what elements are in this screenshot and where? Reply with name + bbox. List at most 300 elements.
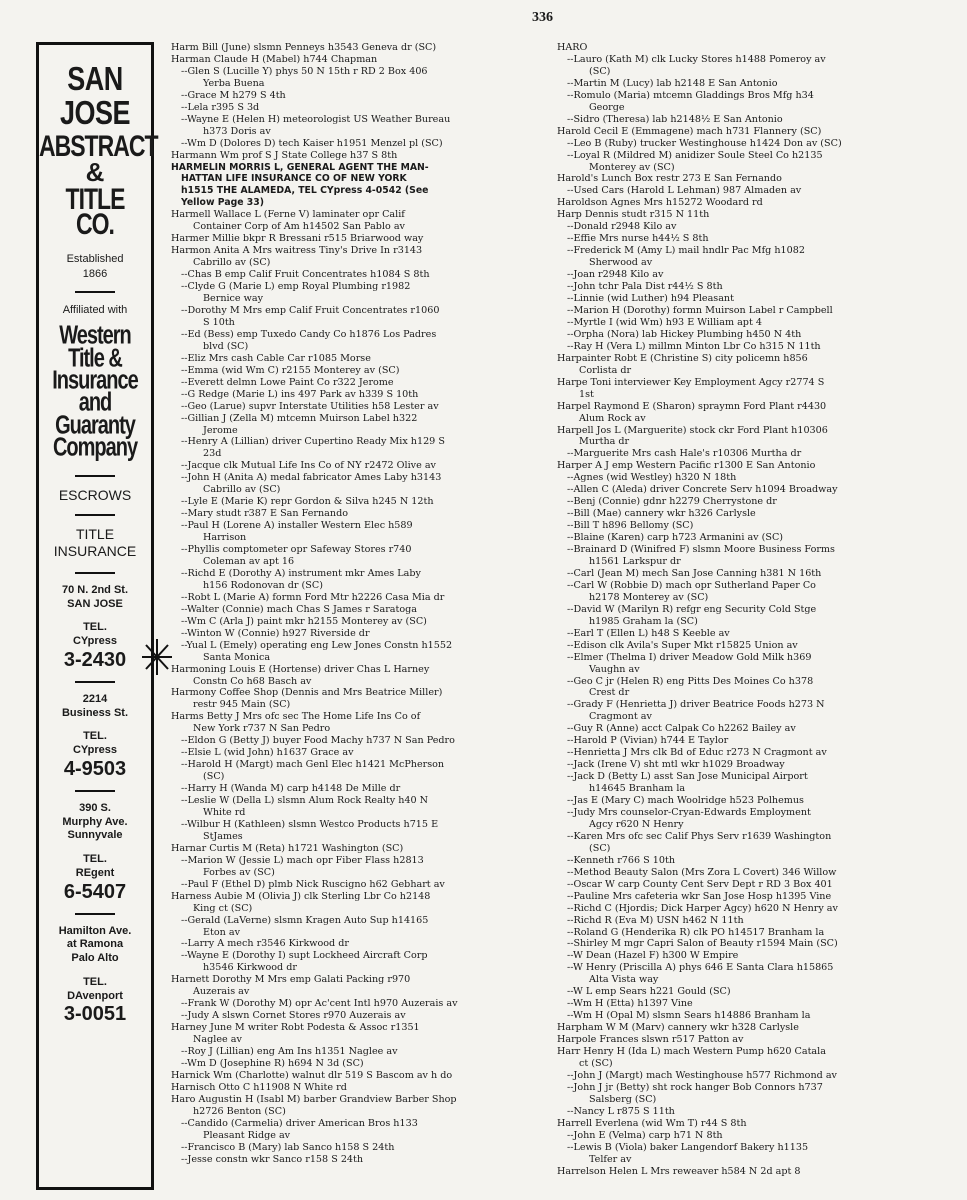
- entry-text: --Jacque clk Mutual Life Ins Co of NY r2472 Olive av: [181, 460, 436, 472]
- directory-entry: [171, 173, 546, 185]
- entry-text: --Edison clk Avila's Super Mkt r15825 Union av: [567, 639, 798, 651]
- entry-continuation: h14645 Branham la: [589, 783, 686, 795]
- ad-title-line: CO.: [76, 207, 114, 242]
- entry-continuation: Eton av: [203, 926, 241, 938]
- entry-text: --Wm H (Opal M) slsmn Sears h14886 Branham la: [567, 1010, 811, 1022]
- entry-text: --Gillian J (Zella M) mtcemn Muirson Label h322: [181, 412, 418, 424]
- entry-continuation: Salsberg (SC): [589, 1093, 657, 1105]
- ad-address: at Ramona: [66, 938, 124, 951]
- directory-entry: [557, 126, 949, 138]
- directory-entry: [557, 986, 949, 998]
- entry-text: --G Redge (Marie L) ins 497 Park av h339 S 10th: [181, 388, 419, 400]
- directory-entry: [557, 377, 949, 401]
- entry-text: Harnick Wm (Charlotte) walnut dlr 519 S Bascom av h do: [171, 1069, 453, 1081]
- ad-affiliate-line: Guaranty: [55, 411, 135, 440]
- directory-entry: [171, 269, 546, 281]
- entry-text: Yellow Page 33): [181, 197, 264, 209]
- entry-text: Harmoning Louis E (Hortense) driver Chas L Harney: [171, 663, 430, 675]
- ad-title-line: ABSTRACT: [39, 128, 158, 163]
- directory-entry: [171, 281, 546, 305]
- ad-tel-number: 4-9503: [63, 757, 127, 780]
- directory-entry: [171, 436, 546, 460]
- directory-entry: [171, 245, 546, 269]
- entry-text: Harness Aubie M (Olivia J) clk Sterling Lbr Co h2148: [171, 890, 431, 902]
- entry-continuation: 1st: [579, 388, 594, 400]
- directory-entry: [171, 413, 546, 437]
- directory-entry: [557, 150, 949, 174]
- directory-entry: [171, 1154, 546, 1166]
- directory-entry: [557, 508, 949, 520]
- directory-entry: [171, 974, 546, 998]
- directory-entry: [557, 640, 949, 652]
- directory-entry: [557, 1118, 949, 1130]
- entry-text: Harpe Toni interviewer Key Employment Agcy r2774 S: [557, 376, 825, 388]
- directory-entry: [171, 460, 546, 472]
- directory-entry: [171, 891, 546, 915]
- directory-entry: [557, 962, 949, 986]
- entry-continuation: Bernice way: [203, 293, 264, 305]
- entry-text: --Lauro (Kath M) clk Lucky Stores h1488 Pomeroy av: [567, 53, 826, 65]
- entry-continuation: Cabrillo av (SC): [203, 484, 281, 496]
- directory-entry: [171, 664, 546, 688]
- ad-tel-number: 3-2430: [63, 648, 127, 671]
- directory-entry: [171, 879, 546, 891]
- entry-continuation: h1561 Larkspur dr: [589, 555, 681, 567]
- divider: [75, 475, 115, 477]
- entry-text: --Richd R (Eva M) USN h462 N 11th: [567, 914, 744, 926]
- directory-entry: [171, 843, 546, 855]
- entry-text: --Emma (wid Wm C) r2155 Monterey av (SC): [181, 364, 400, 376]
- directory-entry: [171, 42, 546, 54]
- ad-tel-label: TEL.: [83, 730, 107, 743]
- directory-entry: [557, 903, 949, 915]
- directory-entry: [557, 1022, 949, 1034]
- directory-entry: [171, 950, 546, 974]
- directory-entry: [557, 114, 949, 126]
- directory-entry: [557, 317, 949, 329]
- directory-entry: [557, 1010, 949, 1022]
- entry-text: --Allen C (Aleda) driver Concrete Serv h1094 Broadway: [567, 484, 838, 496]
- entry-text: --Wm C (Arla J) paint mkr h2155 Monterey av (SC): [181, 615, 427, 627]
- entry-text: --Wilbur H (Kathleen) slsmn Westco Products h715 E: [181, 818, 439, 830]
- entry-text: Harrell Everlena (wid Wm T) r44 S 8th: [557, 1117, 747, 1129]
- directory-entry: [557, 998, 949, 1010]
- directory-entry: [557, 221, 949, 233]
- page-number: 336: [532, 10, 553, 25]
- entry-continuation: h373 Doris av: [203, 125, 271, 137]
- directory-entry: [171, 305, 546, 329]
- entry-continuation: Pleasant Ridge av: [203, 1129, 291, 1141]
- entry-text: --John E (Velma) carp h71 N 8th: [567, 1129, 723, 1141]
- entry-text: --Paul F (Ethel D) plmb Nick Ruscigno h62 Gebhart av: [181, 878, 445, 890]
- ad-tel-label: TEL.: [83, 975, 107, 988]
- ad-title-insurance: INSURANCE: [53, 543, 137, 560]
- directory-entry: [557, 1142, 949, 1166]
- entry-text: HATTAN LIFE INSURANCE CO OF NEW YORK: [181, 173, 407, 185]
- entry-continuation: Cragmont av: [589, 711, 652, 723]
- directory-entry: [171, 1058, 546, 1070]
- star-marker-icon: [140, 637, 174, 677]
- entry-continuation: Auzerais av: [193, 986, 250, 998]
- entry-text: Harper A J emp Western Pacific r1300 E San Antonio: [557, 460, 816, 472]
- ad-affiliated: Affiliated with: [62, 303, 128, 316]
- entry-text: --Used Cars (Harold L Lehman) 987 Almaden av: [567, 185, 802, 197]
- entry-continuation: Forbes av (SC): [203, 866, 275, 878]
- entry-continuation: h2726 Benton (SC): [193, 1105, 286, 1117]
- directory-entry: [557, 484, 949, 496]
- ad-title-line: TITLE: [65, 181, 125, 216]
- entry-text: --Loyal R (Mildred M) anidizer Soule Steel Co h2135: [567, 149, 823, 161]
- directory-entry: [557, 831, 949, 855]
- entry-text: h1515 THE ALAMEDA, TEL CYpress 4-0542 (See: [181, 185, 429, 197]
- entry-continuation: George: [589, 101, 625, 113]
- directory-entry: [557, 1166, 949, 1178]
- entry-text: Harmer Millie bkpr R Bressani r515 Briarwood way: [171, 233, 424, 245]
- entry-continuation: h1985 Graham la (SC): [589, 615, 698, 627]
- ad-tel-exchange: CYpress: [72, 635, 118, 648]
- entry-text: --Jack (Irene V) sht mtl wkr h1029 Broadway: [567, 759, 785, 771]
- ad-tel-label: TEL.: [83, 853, 107, 866]
- directory-entry: [557, 281, 949, 293]
- directory-entry: [557, 138, 949, 150]
- entry-text: --Bill T h896 Bellomy (SC): [567, 520, 694, 532]
- entry-continuation: h2178 Monterey av (SC): [589, 591, 709, 603]
- entry-text: --John J (Margt) mach Westinghouse h577 Richmond av: [567, 1069, 837, 1081]
- entry-text: Harman Claude H (Mabel) h744 Chapman: [171, 53, 378, 65]
- directory-entry: [171, 329, 546, 353]
- directory-entry: [557, 699, 949, 723]
- entry-text: --Roy J (Lillian) eng Am Ins h1351 Naglee av: [181, 1046, 398, 1058]
- entry-continuation: Vaughn av: [589, 663, 640, 675]
- directory-entry: [557, 90, 949, 114]
- directory-entry: [171, 938, 546, 950]
- directory-entry: [171, 783, 546, 795]
- directory-entry: [557, 1130, 949, 1142]
- ad-address: Business St.: [61, 706, 129, 719]
- entry-continuation: Alta Vista way: [589, 974, 659, 986]
- directory-entry: [171, 353, 546, 365]
- directory-entry: [171, 197, 546, 209]
- entry-text: Harnar Curtis M (Reta) h1721 Washington (SC): [171, 842, 404, 854]
- directory-entry: [557, 173, 949, 185]
- entry-text: --John tchr Pala Dist r44½ S 8th: [567, 281, 723, 293]
- directory-entry: [171, 389, 546, 401]
- entry-text: --Grady F (Henrietta J) driver Beatrice Foods h273 N: [567, 699, 825, 711]
- ad-address: SAN JOSE: [67, 597, 123, 610]
- entry-text: Harpham W M (Marv) cannery wkr h328 Carlysle: [557, 1022, 799, 1034]
- entry-text: --Ray H (Vera L) millmn Minton Lbr Co h315 N 11th: [567, 340, 821, 352]
- ad-escrows: ESCROWS: [58, 487, 132, 504]
- directory-entry: [171, 915, 546, 939]
- directory-entry: [171, 54, 546, 66]
- directory-entry: [557, 329, 949, 341]
- entry-text: Harpel Raymond E (Sharon) spraymn Ford Plant r4430: [557, 400, 827, 412]
- entry-text: Harms Betty J Mrs ofc sec The Home Life Ins Co of: [171, 711, 421, 723]
- ad-tel-label: TEL.: [83, 621, 107, 634]
- entry-text: --Paul H (Lorene A) installer Western Elec h589: [181, 520, 413, 532]
- entry-text: --Henrietta J Mrs clk Bd of Educ r273 N Cragmont av: [567, 747, 827, 759]
- entry-text: --Winton W (Connie) h927 Riverside dr: [181, 627, 370, 639]
- ad-tel-exchange: REgent: [75, 866, 115, 879]
- entry-text: --W L emp Sears h221 Gould (SC): [567, 986, 731, 998]
- directory-entry: [171, 508, 546, 520]
- directory-entry: [171, 90, 546, 102]
- entry-text: --Judy A slswn Cornet Stores r970 Auzerais av: [181, 1010, 406, 1022]
- directory-entry: [557, 233, 949, 245]
- entry-continuation: Yerba Buena: [203, 77, 265, 89]
- directory-entry: [557, 735, 949, 747]
- directory-entry: [171, 233, 546, 245]
- directory-entry: [557, 460, 949, 472]
- directory-entry: [171, 1142, 546, 1154]
- directory-entry: [171, 1010, 546, 1022]
- entry-text: --Mary studt r387 E San Fernando: [181, 508, 348, 520]
- directory-entry: [557, 54, 949, 78]
- entry-text: --Blaine (Karen) carp h723 Armanini av (SC): [567, 532, 784, 544]
- directory-entry: [557, 807, 949, 831]
- entry-text: HARO: [557, 42, 588, 53]
- entry-continuation: 23d: [203, 448, 222, 460]
- directory-entry: [557, 185, 949, 197]
- entry-text: --W Henry (Priscilla A) phys 646 E Santa Clara h15865: [567, 962, 834, 974]
- directory-entry: [171, 1118, 546, 1142]
- ad-address: 390 S.: [79, 801, 111, 814]
- entry-continuation: (SC): [589, 842, 611, 854]
- directory-entry: [557, 1034, 949, 1046]
- directory-entry: [557, 496, 949, 508]
- entry-text: --Phyllis comptometer opr Safeway Stores r740: [181, 544, 412, 556]
- directory-entry: [557, 747, 949, 759]
- entry-text: Haroldson Agnes Mrs h15272 Woodard rd: [557, 197, 763, 209]
- directory-entry: [557, 759, 949, 771]
- directory-entry: [171, 1094, 546, 1118]
- entry-text: --David W (Marilyn R) refgr eng Security Cold Stge: [567, 603, 817, 615]
- entry-text: --Yual L (Emely) operating eng Lew Jones Constn h1552: [181, 639, 453, 651]
- directory-entry: [171, 544, 546, 568]
- entry-text: --Harry H (Wanda M) carp h4148 De Mille dr: [181, 783, 401, 795]
- entry-text: Harmell Wallace L (Ferne V) laminater opr Calif: [171, 209, 405, 221]
- entry-text: --Effie Mrs nurse h44½ S 8th: [567, 233, 709, 245]
- entry-text: --Brainard D (Winifred F) slsmn Moore Business Forms: [567, 544, 835, 556]
- divider: [75, 514, 115, 516]
- directory-entry: [171, 592, 546, 604]
- entry-text: --Leo B (Ruby) trucker Westinghouse h1424 Don av (SC): [567, 137, 842, 149]
- directory-entry: [557, 78, 949, 90]
- entry-continuation: h156 Rodonovan dr (SC): [203, 579, 323, 591]
- entry-text: Harmann Wm prof S J State College h37 S 8th: [171, 149, 398, 161]
- directory-entry: [557, 867, 949, 879]
- entry-text: --Nancy L r875 S 11th: [567, 1105, 675, 1117]
- entry-text: --Marguerite Mrs cash Hale's r10306 Murtha dr: [567, 448, 802, 460]
- directory-entry: [557, 448, 949, 460]
- directory-entry: [171, 365, 546, 377]
- divider: [75, 790, 115, 792]
- directory-entry: [171, 855, 546, 879]
- directory-entry: [171, 520, 546, 544]
- entry-text: Harold Cecil E (Emmagene) mach h731 Flannery (SC): [557, 125, 822, 137]
- entry-text: --Jack D (Betty L) asst San Jose Municipal Airport: [567, 771, 808, 783]
- ad-title-line: &: [85, 157, 105, 188]
- directory-entry: [171, 162, 546, 174]
- directory-entry: [171, 795, 546, 819]
- entry-text: --Judy Mrs counselor-Cryan-Edwards Employment: [567, 807, 811, 818]
- directory-entry: [557, 927, 949, 939]
- directory-entry: [171, 138, 546, 150]
- entry-text: Harm Bill (June) slsmn Penneys h3543 Geneva dr (SC): [171, 42, 437, 53]
- directory-entry: [171, 185, 546, 197]
- directory-entry: [557, 938, 949, 950]
- entry-text: --Harold P (Vivian) h744 E Taylor: [567, 735, 729, 747]
- entry-text: Harnett Dorothy M Mrs emp Galati Packing r970: [171, 974, 411, 986]
- entry-continuation: Telfer av: [589, 1153, 632, 1165]
- entry-continuation: (SC): [203, 771, 225, 783]
- directory-entry: [557, 197, 949, 209]
- ad-address: Palo Alto: [71, 952, 119, 965]
- directory-entry: [171, 568, 546, 592]
- directory-entry: [171, 1070, 546, 1082]
- directory-column-left: [171, 42, 546, 1166]
- entry-text: --Elmer (Thelma I) driver Meadow Gold Milk h369: [567, 651, 812, 663]
- ad-affiliate-line: Company: [52, 433, 138, 463]
- entry-continuation: Harrison: [203, 532, 247, 544]
- directory-entry: [557, 1046, 949, 1070]
- entry-text: Harold's Lunch Box restr 273 E San Fernando: [557, 173, 782, 185]
- ad-address: Sunnyvale: [67, 829, 123, 842]
- entry-continuation: ct (SC): [579, 1058, 613, 1070]
- entry-text: Haro Augustin H (Isabl M) barber Grandview Barber Shop: [171, 1093, 457, 1105]
- ad-affiliate-line: Insurance: [52, 366, 138, 396]
- directory-entry: [557, 532, 949, 544]
- entry-text: --Earl T (Ellen L) h48 S Keeble av: [567, 627, 730, 639]
- entry-text: Harnisch Otto C h11908 N White rd: [171, 1081, 347, 1093]
- entry-text: --Wm D (Dolores D) tech Kaiser h1951 Menzel pl (SC): [181, 137, 443, 149]
- entry-continuation: Sherwood av: [589, 257, 653, 269]
- entry-text: --Ed (Bess) emp Tuxedo Candy Co h1876 Los Padres: [181, 328, 437, 340]
- ad-tel-exchange: CYpress: [72, 744, 118, 757]
- entry-continuation: (SC): [589, 65, 611, 77]
- directory-entry: [557, 771, 949, 795]
- entry-text: --Geo (Larue) supvr Interstate Utilities h58 Lester av: [181, 400, 439, 412]
- directory-entry: [171, 102, 546, 114]
- entry-text: --Francisco B (Mary) lab Sanco h158 S 24th: [181, 1141, 395, 1153]
- directory-entry: [171, 150, 546, 162]
- ad-address: 2214: [82, 692, 108, 705]
- entry-text: --Sidro (Theresa) lab h2148½ E San Antonio: [567, 113, 783, 125]
- directory-entry: [171, 66, 546, 90]
- directory-entry: [171, 1082, 546, 1094]
- entry-text: --Frederick M (Amy L) mail hndlr Pac Mfg h1082: [567, 245, 805, 257]
- entry-text: --John J jr (Betty) sht rock hanger Bob Connors h737: [567, 1081, 823, 1093]
- ad-title-line: JOSE: [59, 94, 131, 133]
- entry-text: --John H (Anita A) medal fabricator Ames Laby h3143: [181, 472, 442, 484]
- entry-text: --Candido (Carmelia) driver American Bros h133: [181, 1117, 418, 1129]
- directory-entry: [557, 879, 949, 891]
- entry-text: --Lewis B (Viola) baker Langendorf Bakery h1135: [567, 1141, 809, 1153]
- directory-entry: [171, 209, 546, 233]
- entry-text: --Guy R (Anne) acct Calpak Co h2262 Bailey av: [567, 723, 796, 735]
- directory-entry: [171, 401, 546, 413]
- directory-entry: [171, 819, 546, 843]
- ad-address: Murphy Ave.: [62, 815, 128, 828]
- entry-text: --Gerald (LaVerne) slsmn Kragen Auto Sup h14165: [181, 914, 429, 926]
- entry-text: --Richd E (Dorothy A) instrument mkr Ames Laby: [181, 567, 421, 579]
- directory-entry: [557, 950, 949, 962]
- entry-text: --Glen S (Lucille Y) phys 50 N 15th r RD 2 Box 406: [181, 65, 428, 77]
- ad-address: Hamilton Ave.: [58, 924, 132, 937]
- entry-text: --Carl (Jean M) mech San Jose Canning h381 N 16th: [567, 567, 822, 579]
- entry-text: --Benj (Connie) gdnr h2279 Cherrystone dr: [567, 496, 777, 508]
- entry-continuation: King ct (SC): [193, 902, 253, 914]
- directory-column-right: [557, 42, 949, 1178]
- directory-entry: [557, 544, 949, 568]
- entry-continuation: Agcy r620 N Henry: [589, 818, 684, 830]
- entry-text: --Wm D (Josephine R) h694 N 3d (SC): [181, 1058, 364, 1070]
- entry-text: --Carl W (Robbie D) mach opr Sutherland Paper Co: [567, 579, 816, 591]
- directory-entry: [171, 377, 546, 389]
- entry-continuation: StJames: [203, 830, 243, 842]
- entry-text: --Martin M (Lucy) lab h2148 E San Antonio: [567, 77, 778, 89]
- directory-entry: [557, 855, 949, 867]
- abstract-title-advertisement: [36, 42, 158, 1190]
- entry-text: --Joan r2948 Kilo av: [567, 269, 664, 281]
- entry-text: --Bill (Mae) cannery wkr h326 Carlysle: [567, 508, 756, 520]
- directory-entry: [557, 245, 949, 269]
- divider: [75, 913, 115, 915]
- divider: [75, 572, 115, 574]
- ad-established-year: 1866: [82, 267, 108, 280]
- entry-text: --Henry A (Lillian) driver Cupertino Ready Mix h129 S: [181, 436, 445, 448]
- entry-text: --Everett delmn Lowe Paint Co r322 Jerome: [181, 376, 394, 388]
- directory-entry: [171, 747, 546, 759]
- entry-continuation: Alum Rock av: [579, 412, 646, 424]
- entry-continuation: restr 945 Main (SC): [193, 699, 291, 711]
- entry-text: --Wayne E (Helen H) meteorologist US Weather Bureau: [181, 113, 451, 125]
- directory-entry: [557, 723, 949, 735]
- entry-continuation: blvd (SC): [203, 340, 249, 352]
- entry-text: --Geo C jr (Helen R) eng Pitts Des Moines Co h378: [567, 675, 814, 687]
- entry-text: --Robt L (Marie A) formn Ford Mtr h2226 Casa Mia dr: [181, 591, 445, 603]
- directory-entry: [557, 628, 949, 640]
- directory-entry: [557, 891, 949, 903]
- entry-text: --Richd C (Hjordis; Dick Harper Agcy) h620 N Henry av: [567, 902, 838, 914]
- ad-affiliate-line: Western: [59, 321, 131, 351]
- directory-entry: [557, 305, 949, 317]
- entry-continuation: Corlista dr: [579, 364, 632, 376]
- entry-text: --Eliz Mrs cash Cable Car r1085 Morse: [181, 352, 371, 364]
- directory-entry: [557, 604, 949, 628]
- ad-tel-number: 3-0051: [63, 1003, 127, 1026]
- entry-continuation: Container Corp of Am h14502 San Pablo av: [193, 221, 405, 233]
- entry-continuation: h3546 Kirkwood dr: [203, 962, 297, 974]
- entry-text: --Frank W (Dorothy M) opr Ac'cent Intl h970 Auzerais av: [181, 998, 458, 1010]
- entry-text: --Method Beauty Salon (Mrs Zora L Covert) 346 Willow: [567, 866, 837, 878]
- entry-continuation: Constn Co h68 Basch av: [193, 675, 312, 687]
- ad-affiliate-line: and: [78, 388, 112, 418]
- entry-text: --Pauline Mrs cafeteria wkr San Jose Hosp h1395 Vine: [567, 890, 832, 902]
- entry-continuation: Santa Monica: [203, 651, 271, 663]
- entry-continuation: Crest dr: [589, 687, 630, 699]
- directory-entry: [171, 628, 546, 640]
- entry-text: --Chas B emp Calif Fruit Concentrates h1084 S 8th: [181, 269, 430, 281]
- directory-entry: [557, 520, 949, 532]
- directory-entry: [171, 472, 546, 496]
- entry-text: --Dorothy M Mrs emp Calif Fruit Concentrates r1060: [181, 304, 440, 316]
- entry-text: --Donald r2948 Kilo av: [567, 221, 677, 233]
- entry-text: --Agnes (wid Westley) h320 N 18th: [567, 472, 737, 484]
- entry-text: --Myrtle I (wid Wm) h93 E William apt 4: [567, 316, 762, 328]
- entry-text: --Eldon G (Betty J) buyer Food Machy h737 N San Pedro: [181, 735, 455, 747]
- directory-entry: [557, 652, 949, 676]
